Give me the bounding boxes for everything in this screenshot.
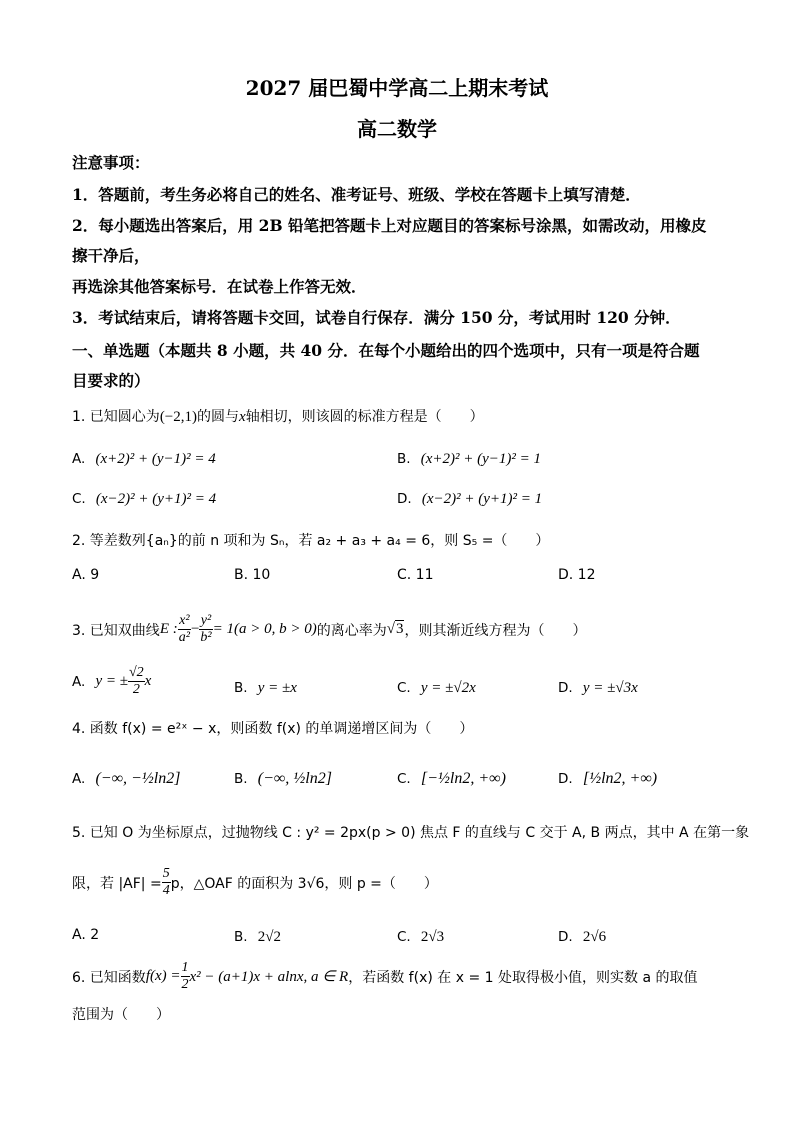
- q3-num1: x²: [179, 613, 190, 628]
- q4-option-d-label: D.: [558, 771, 573, 787]
- q3-option-d-text: y = ±√3x: [582, 680, 638, 696]
- notice-heading: 注意事项：: [72, 153, 150, 172]
- question-3-stem: 3. 已知双曲线 E : $\frac{\text{x²}}{\text{a²}}$ − $\frac{\text{y²}}{\text{b²}}$ = 1(a > 0, b > 0) 的离心率为 √3 ，则其渐近线方程为（ ）: [72, 613, 587, 645]
- q3-option-c[interactable]: [397, 677, 476, 697]
- q1-option-d[interactable]: [397, 488, 542, 508]
- q3-option-a-den: 2: [132, 682, 140, 697]
- q5-num: 5: [162, 866, 170, 881]
- question-5-stem-line-2: [72, 866, 438, 899]
- q4-option-c-label: C.: [397, 771, 411, 787]
- q3-option-a-num: √2: [128, 665, 144, 680]
- q5-option-d[interactable]: [558, 926, 606, 946]
- q1-option-c[interactable]: [72, 488, 216, 508]
- q3-option-b[interactable]: [234, 677, 297, 697]
- section-heading-line-2: 目要求的）: [72, 371, 150, 390]
- question-1-stem: [72, 406, 484, 426]
- q3-num2: y²: [200, 613, 212, 628]
- q5-line2-post: p，△OAF 的面积为 3√6，则 p =（ ）: [170, 875, 438, 892]
- q5-option-c-text: 2√3: [420, 929, 445, 945]
- notice-item-1: 1．答题前，考生务必将自己的姓名、准考证号、班级、学校在答题卡上填写清楚．: [72, 185, 641, 204]
- q6-expr: x² − (a+1)x + alnx, a ∈ R: [189, 969, 349, 985]
- q3-option-d-label: D.: [558, 680, 573, 696]
- q3-mid: 的离心率为: [316, 622, 387, 639]
- q4-option-a[interactable]: [72, 768, 180, 788]
- q1-option-b-text: (x+2)² + (y−1)² = 1: [420, 451, 542, 467]
- q3-eq: = 1(a > 0, b > 0): [212, 621, 317, 637]
- q5-option-c[interactable]: [397, 926, 444, 946]
- q1-option-b-label: B.: [397, 451, 411, 467]
- q4-option-b-label: B.: [234, 771, 248, 787]
- q5-den: 4: [162, 883, 170, 898]
- q4-option-c[interactable]: [397, 768, 506, 788]
- q1-option-a-text: (x+2)² + (y−1)² = 4: [95, 451, 216, 467]
- q4-option-a-text: (−∞, −½ln2]: [95, 770, 181, 787]
- q3-option-a-label: A.: [72, 673, 86, 690]
- q3-option-b-text: y = ±x: [257, 680, 297, 696]
- q1-suffix: 轴相切，则该圆的标准方程是（ ）: [245, 409, 484, 425]
- q3-prefix: 3. 已知双曲线: [72, 622, 160, 639]
- q6-fx: f(x) =: [145, 968, 181, 984]
- q3-option-d[interactable]: [558, 677, 638, 697]
- q3-den2: b²: [200, 630, 212, 645]
- q6-frac: [181, 960, 190, 993]
- question-4-stem: 4. 函数 f(x) = e²ˣ − x，则函数 f(x) 的单调递增区间为（ ）: [72, 721, 474, 737]
- q1-option-b[interactable]: [397, 448, 541, 468]
- q2-option-d[interactable]: D. 12: [558, 567, 596, 583]
- q3-option-c-label: C.: [397, 680, 411, 696]
- q5-option-c-label: C.: [397, 929, 411, 945]
- q3-minus: −: [190, 621, 200, 637]
- q2-option-c[interactable]: C. 11: [397, 567, 434, 583]
- q4-option-d[interactable]: [558, 768, 657, 788]
- q2-option-b[interactable]: B. 10: [234, 567, 271, 583]
- q5-option-b[interactable]: [234, 926, 281, 946]
- q3-frac-x: [178, 613, 191, 646]
- q1-option-d-text: (x−2)² + (y+1)² = 1: [421, 491, 543, 507]
- q4-option-c-text: [−½ln2, +∞): [420, 770, 506, 787]
- q1-mid: 的圆与: [197, 409, 240, 425]
- q3-option-a[interactable]: [72, 665, 151, 698]
- q5-option-a[interactable]: A. 2: [72, 927, 100, 943]
- q3-option-a-post: x: [144, 673, 152, 689]
- exam-subject: 高二数学: [357, 117, 437, 141]
- notice-item-2c: 再选涂其他答案标号．在试卷上作答无效．: [72, 277, 367, 296]
- q1-x: x: [239, 409, 246, 425]
- question-6-stem-line-2: 范围为（ ）: [72, 1007, 170, 1023]
- q1-option-a-label: A.: [72, 451, 86, 467]
- q3-option-b-label: B.: [234, 680, 248, 696]
- question-5-stem-line-1: 5. 已知 O 为坐标原点，过抛物线 C : y² = 2px(p > 0) 焦点 F 的直线与 C 交于 A, B 两点，其中 A 在第一象: [72, 825, 750, 841]
- q3-option-c-text: y = ±√2x: [420, 680, 476, 696]
- q6-post: ，若函数 f(x) 在 x = 1 处取得极小值，则实数 a 的取值: [348, 969, 698, 986]
- q1-option-a[interactable]: [72, 448, 216, 468]
- notice-item-2a: 2．每小题选出答案后，用 2B 铅笔把答题卡上对应题目的答案标号涂黑，如需改动，用橡皮: [72, 216, 707, 235]
- q5-line2-pre: 限，若 |AF| =: [72, 875, 162, 892]
- q5-option-d-text: 2√6: [582, 929, 607, 945]
- q1-option-c-label: C.: [72, 491, 86, 507]
- section-heading-line-1: 一、单选题（本题共 8 小题，共 40 分．在每个小题给出的四个选项中，只有一项是符合题: [72, 341, 700, 360]
- q4-option-b[interactable]: [234, 768, 332, 788]
- q5-option-b-text: 2√2: [257, 929, 281, 945]
- q6-num: 1: [181, 960, 189, 975]
- q1-prefix: 1. 已知圆心为: [72, 409, 160, 425]
- q3-option-a-pre: y = ±: [95, 673, 128, 689]
- question-2-stem: 2. 等差数列{aₙ}的前 n 项和为 Sₙ，若 a₂ + a₃ + a₄ = 6，则 S₅ =（ ）: [72, 533, 550, 549]
- notice-item-2b: 擦干净后，: [72, 246, 150, 265]
- q3-hyperbola-name: E :: [159, 621, 178, 637]
- q3-option-a-frac: [128, 665, 145, 698]
- q1-center: (−2,1): [159, 409, 198, 425]
- q1-option-c-text: (x−2)² + (y+1)² = 4: [95, 491, 217, 507]
- q5-frac: [162, 866, 171, 899]
- q3-suffix: ，则其渐近线方程为（ ）: [404, 622, 587, 639]
- q2-option-a[interactable]: A. 9: [72, 567, 100, 583]
- q6-den: 2: [181, 977, 189, 992]
- notice-item-3: 3．考试结束后，请将答题卡交回，试卷自行保存．满分 150 分，考试用时 120 分钟．: [72, 308, 681, 327]
- q4-option-a-label: A.: [72, 771, 86, 787]
- q4-option-d-text: [½ln2, +∞): [582, 770, 658, 787]
- q1-option-d-label: D.: [397, 491, 412, 507]
- q3-den1: a²: [178, 630, 190, 645]
- q3-eccentricity: 3: [395, 621, 404, 637]
- question-6-stem-line-1: [72, 960, 697, 993]
- q3-frac-y: [199, 613, 212, 646]
- q5-option-d-label: D.: [558, 929, 573, 945]
- q6-pre: 6. 已知函数: [72, 969, 146, 986]
- q5-option-b-label: B.: [234, 929, 248, 945]
- exam-title: 2027 届巴蜀中学高二上期末考试: [245, 76, 549, 100]
- q4-option-b-text: (−∞, ½ln2]: [257, 770, 332, 787]
